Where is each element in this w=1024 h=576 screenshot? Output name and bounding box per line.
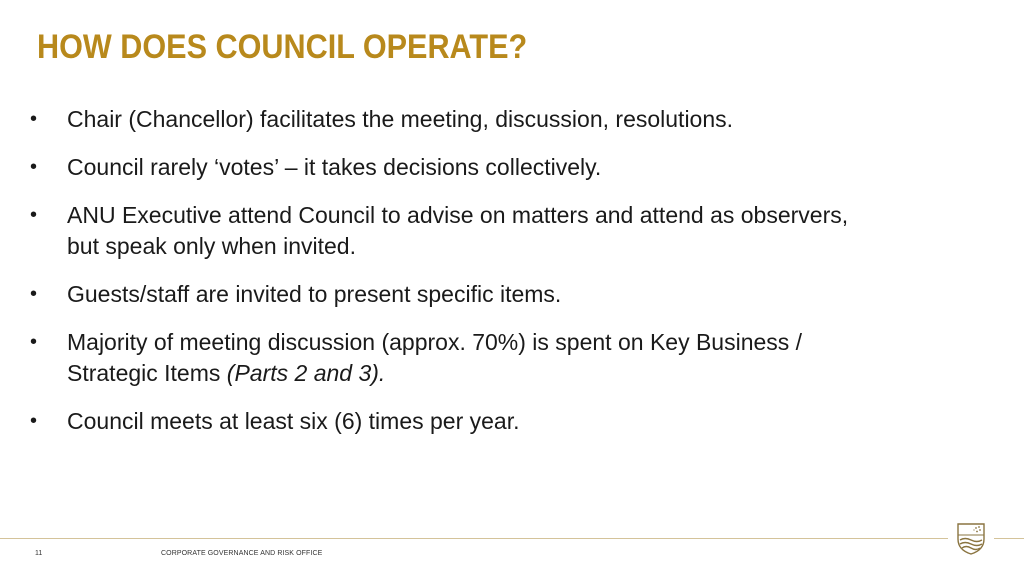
bullet-item-1 bbox=[30, 104, 850, 135]
bullet-item-6 bbox=[30, 406, 850, 437]
page-number: 11 bbox=[35, 550, 43, 557]
bullet-icon: • bbox=[30, 108, 38, 130]
footer-rule-right bbox=[994, 538, 1024, 539]
bullet-text: Chair (Chancellor) facilitates the meeting, discussion, resolutions. bbox=[67, 106, 734, 132]
bullet-icon: • bbox=[30, 331, 38, 353]
bullet-icon: • bbox=[30, 283, 38, 305]
anu-crest-icon bbox=[954, 521, 988, 555]
bullet-icon: • bbox=[30, 204, 38, 226]
bullet-text: Majority of meeting discussion (approx. 70%) is spent on Key Business / Strategic Items bbox=[67, 329, 803, 386]
bullet-item-4 bbox=[30, 279, 850, 310]
bullet-item-2 bbox=[30, 152, 850, 183]
slide-title: HOW DOES COUNCIL OPERATE? bbox=[37, 28, 528, 66]
bullet-list bbox=[30, 104, 850, 454]
bullet-text: Guests/staff are invited to present specific items. bbox=[67, 281, 562, 307]
bullet-icon: • bbox=[30, 156, 38, 178]
bullet-text: Council meets at least six (6) times per year. bbox=[67, 408, 520, 434]
bullet-text: ANU Executive attend Council to advise on matters and attend as observers, but speak only when invited. bbox=[67, 202, 849, 259]
bullet-item-3 bbox=[30, 200, 850, 262]
footer-office-name: CORPORATE GOVERNANCE AND RISK OFFICE bbox=[161, 550, 323, 557]
bullet-text: Council rarely ‘votes’ – it takes decisions collectively. bbox=[67, 154, 602, 180]
bullet-icon: • bbox=[30, 410, 38, 432]
footer-rule bbox=[0, 538, 948, 539]
bullet-text-italic: (Parts 2 and 3). bbox=[226, 360, 386, 386]
bullet-item-5 bbox=[30, 327, 850, 389]
